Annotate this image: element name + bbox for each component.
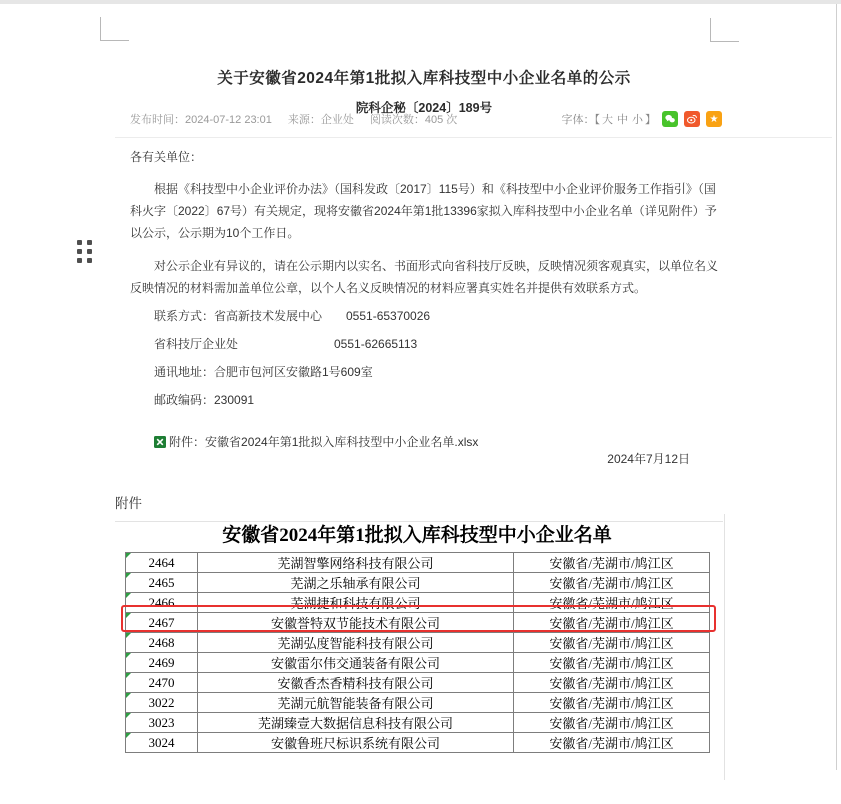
favorite-star-icon[interactable]: ★ — [706, 111, 722, 127]
weibo-share-icon[interactable] — [684, 111, 700, 127]
page-corner-mark-left — [100, 17, 129, 41]
cell-region: 安徽省/芜湖市/鸠江区 — [514, 593, 710, 613]
cell-company-name: 安徽誉特双节能技术有限公司 — [198, 613, 514, 633]
cell-serial-number: 2465 — [126, 573, 198, 593]
page-right-border — [836, 4, 837, 770]
weibo-glyph — [686, 113, 698, 125]
contact-line-division: 省科技厅企业处 0551-62665113 — [154, 337, 418, 351]
attachment-row — [154, 433, 718, 450]
meta-info — [130, 111, 473, 127]
source: 来源：企业处 — [287, 114, 354, 126]
font-size-large-button[interactable]: 大 — [602, 114, 613, 126]
meta-tools — [562, 111, 723, 127]
cell-company-name: 芜湖智擎网络科技有限公司 — [198, 553, 514, 573]
cell-serial-number: 3022 — [126, 693, 198, 713]
meta-row — [130, 111, 722, 127]
attachment-label: 附件： — [169, 435, 206, 449]
table-row — [126, 733, 710, 753]
wechat-share-icon[interactable] — [662, 111, 678, 127]
cell-serial-number: 2466 — [126, 593, 198, 613]
page-title: 关于安徽省2024年第1批拟入库科技型中小企业名单的公示 — [217, 70, 631, 88]
cell-company-name: 安徽雷尔伟交通装备有限公司 — [198, 653, 514, 673]
font-size-label-close: 】 — [645, 114, 656, 126]
contact-line-address: 通讯地址：合肥市包河区安徽路1号609室 — [154, 365, 373, 379]
dot — [77, 240, 82, 245]
font-size-small-button[interactable]: 小 — [632, 114, 643, 126]
header-divider — [115, 137, 832, 138]
font-size-label: 字体：【 — [561, 114, 600, 126]
cell-serial-number: 2469 — [126, 653, 198, 673]
contact-line-postcode: 邮政编码：230091 — [154, 393, 255, 407]
cell-region: 安徽省/芜湖市/鸠江区 — [514, 673, 710, 693]
cell-region: 安徽省/芜湖市/鸠江区 — [514, 573, 710, 593]
attachment-section-header: 附件 — [115, 492, 723, 522]
cell-region: 安徽省/芜湖市/鸠江区 — [514, 713, 710, 733]
dot — [87, 249, 92, 254]
dot — [77, 249, 82, 254]
cell-serial-number: 2470 — [126, 673, 198, 693]
dot — [77, 258, 82, 263]
cell-serial-number: 2464 — [126, 553, 198, 573]
dot — [87, 240, 92, 245]
table-row — [126, 653, 710, 673]
cell-company-name: 芜湖弘度智能科技有限公司 — [198, 633, 514, 653]
table-row — [126, 573, 710, 593]
document-date: 2024年7月12日 — [607, 452, 690, 466]
salutation: 各有关单位： — [130, 150, 203, 164]
attachment-file-link[interactable]: 安徽省2024年第1批拟入库科技型中小企业名单.xlsx — [205, 435, 479, 449]
cell-region: 安徽省/芜湖市/鸠江区 — [514, 613, 710, 633]
excel-file-icon — [154, 436, 166, 448]
cell-region: 安徽省/芜湖市/鸠江区 — [514, 653, 710, 673]
table-row — [126, 693, 710, 713]
document-body — [130, 148, 718, 468]
paragraph-objection: 对公示企业有异议的，请在公示期内以实名、书面形式向省科技厅反映，反映情况须客观真实，以单位名义反映情况的材料需加盖单位公章，以个人名义反映情况的材料应署真实姓名并提供有效联系方式。 — [130, 259, 719, 295]
cell-region: 安徽省/芜湖市/鸠江区 — [514, 693, 710, 713]
cell-serial-number: 2467 — [126, 613, 198, 633]
window-top-edge — [0, 0, 841, 4]
cell-company-name: 安徽鲁班尺标识系统有限公司 — [198, 733, 514, 753]
cell-serial-number: 3024 — [126, 733, 198, 753]
cell-serial-number: 2468 — [126, 633, 198, 653]
table-row — [126, 593, 710, 613]
dot — [87, 258, 92, 263]
table-row — [126, 553, 710, 573]
wechat-bubbles-glyph — [664, 113, 676, 125]
attachment-table-title: 安徽省2024年第1批拟入库科技型中小企业名单 — [222, 525, 612, 546]
cell-serial-number: 3023 — [126, 713, 198, 733]
cell-company-name: 芜湖捷和科技有限公司 — [198, 593, 514, 613]
view-count: 阅读次数：405 次 — [369, 114, 458, 126]
table-row — [126, 633, 710, 653]
cell-company-name: 芜湖元航智能装备有限公司 — [198, 693, 514, 713]
font-size-medium-button[interactable]: 中 — [617, 114, 628, 126]
cell-region: 安徽省/芜湖市/鸠江区 — [514, 733, 710, 753]
table-row — [126, 613, 710, 633]
table-row — [126, 713, 710, 733]
publish-time: 发布时间：2024-07-12 23:01 — [130, 114, 272, 126]
drag-handle-dots[interactable] — [77, 240, 92, 263]
cell-company-name: 芜湖臻壹大数据信息科技有限公司 — [198, 713, 514, 733]
attachment-table-body — [126, 553, 710, 753]
doc-number: 院科企秘〔2024〕189号 — [355, 101, 493, 116]
company-list-table — [125, 552, 710, 753]
contact-line-center: 联系方式：省高新技术发展中心 0551-65370026 — [154, 309, 431, 323]
cell-region: 安徽省/芜湖市/鸠江区 — [514, 633, 710, 653]
cell-company-name: 安徽香杰香精科技有限公司 — [198, 673, 514, 693]
page-corner-mark-right — [710, 18, 739, 42]
paragraph-basis: 根据《科技型中小企业评价办法》（国科发政〔2017〕115号）和《科技型中小企业评价服务工作指引》（国科火字〔2022〕67号）有关规定，现将安徽省2024年第1批13396家拟入库科技型中小企业名单（详见附件）予以公示，公示期为10个工作日。 — [130, 182, 717, 240]
cell-region: 安徽省/芜湖市/鸠江区 — [514, 553, 710, 573]
cell-company-name: 芜湖之乐轴承有限公司 — [198, 573, 514, 593]
table-row — [126, 673, 710, 693]
